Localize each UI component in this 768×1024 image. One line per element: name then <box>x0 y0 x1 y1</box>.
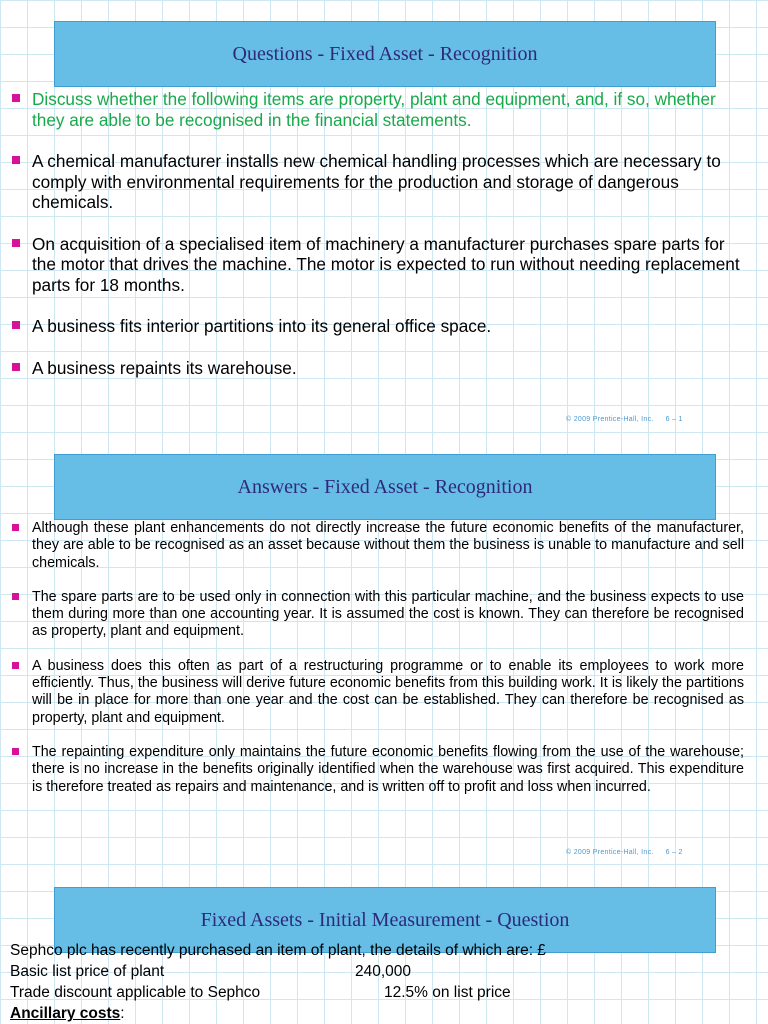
copyright-text: © 2009 Prentice-Hall, Inc. <box>566 416 654 423</box>
list-item: A business fits interior partitions into its general office space. <box>10 316 744 337</box>
row-value: 240,000 <box>355 963 412 980</box>
slide-number: 6 – 1 <box>665 416 683 423</box>
ancillary-costs-label: Ancillary costs <box>10 1005 121 1022</box>
list-item: A business does this often as part of a restructuring programme or to enable its employees to work more efficiently. Thus, the business will derive future economic benefits from this building work. It is likely the partitions will be in place for more than one year and the cost can be established. They can therefore be recognised as property, plant and equipment. <box>10 658 744 727</box>
list-item: On acquisition of a specialised item of machinery a manufacturer purchases spare parts for the motor that drives the machine. The motor is expected to run without needing replacement parts for 18 months. <box>10 234 744 296</box>
list-item: The spare parts are to be used only in connection with this particular machine, and the business expects to use them during more than one accounting year. It is assumed the cost is known. They can therefore be recognised as property, plant and equipment. <box>10 589 744 641</box>
row-label: Basic list price of plant <box>10 963 165 980</box>
table-row <box>10 982 546 1003</box>
slide-1-footer <box>566 416 683 423</box>
intro-text: Sephco plc has recently purchased an item of plant, the details of which are: £ <box>10 942 546 959</box>
slide-3-title: Fixed Assets - Initial Measurement - Question <box>54 887 716 953</box>
slide-2-answer-list <box>10 520 744 813</box>
slide-2-footer <box>566 849 683 856</box>
measurement-details <box>10 940 546 1024</box>
ancillary-costs-heading <box>10 1003 546 1024</box>
list-item: A business repaints its warehouse. <box>10 358 744 379</box>
row-label: Trade discount applicable to Sephco <box>10 984 261 1001</box>
ancillary-costs-colon: : <box>120 1005 125 1022</box>
slide-1-question-list <box>10 89 744 399</box>
slide-2-title: Answers - Fixed Asset - Recognition <box>54 454 716 520</box>
copyright-text: © 2009 Prentice-Hall, Inc. <box>566 849 654 856</box>
table-row <box>10 961 546 982</box>
slide-number: 6 – 2 <box>665 849 683 856</box>
list-item: A chemical manufacturer installs new chemical handling processes which are necessary to comply with environmental requirements for the production and storage of dangerous chemicals. <box>10 151 744 213</box>
list-item: Discuss whether the following items are property, plant and equipment, and, if so, whether they are able to be recognised in the financial statements. <box>10 89 744 130</box>
row-value: 12.5% on list price <box>384 984 511 1001</box>
list-item: Although these plant enhancements do not directly increase the future economic benefits of the manufacturer, they are able to be recognised as an asset because without them the business is unable to manufacture and sell chemicals. <box>10 520 744 572</box>
slide-1-title: Questions - Fixed Asset - Recognition <box>54 21 716 87</box>
list-item: The repainting expenditure only maintains the future economic benefits flowing from the use of the warehouse; there is no increase in the benefits originally identified when the warehouse was first acquired. This expenditure is therefore treated as repairs and maintenance, and is written off to profit and loss when incurred. <box>10 744 744 796</box>
